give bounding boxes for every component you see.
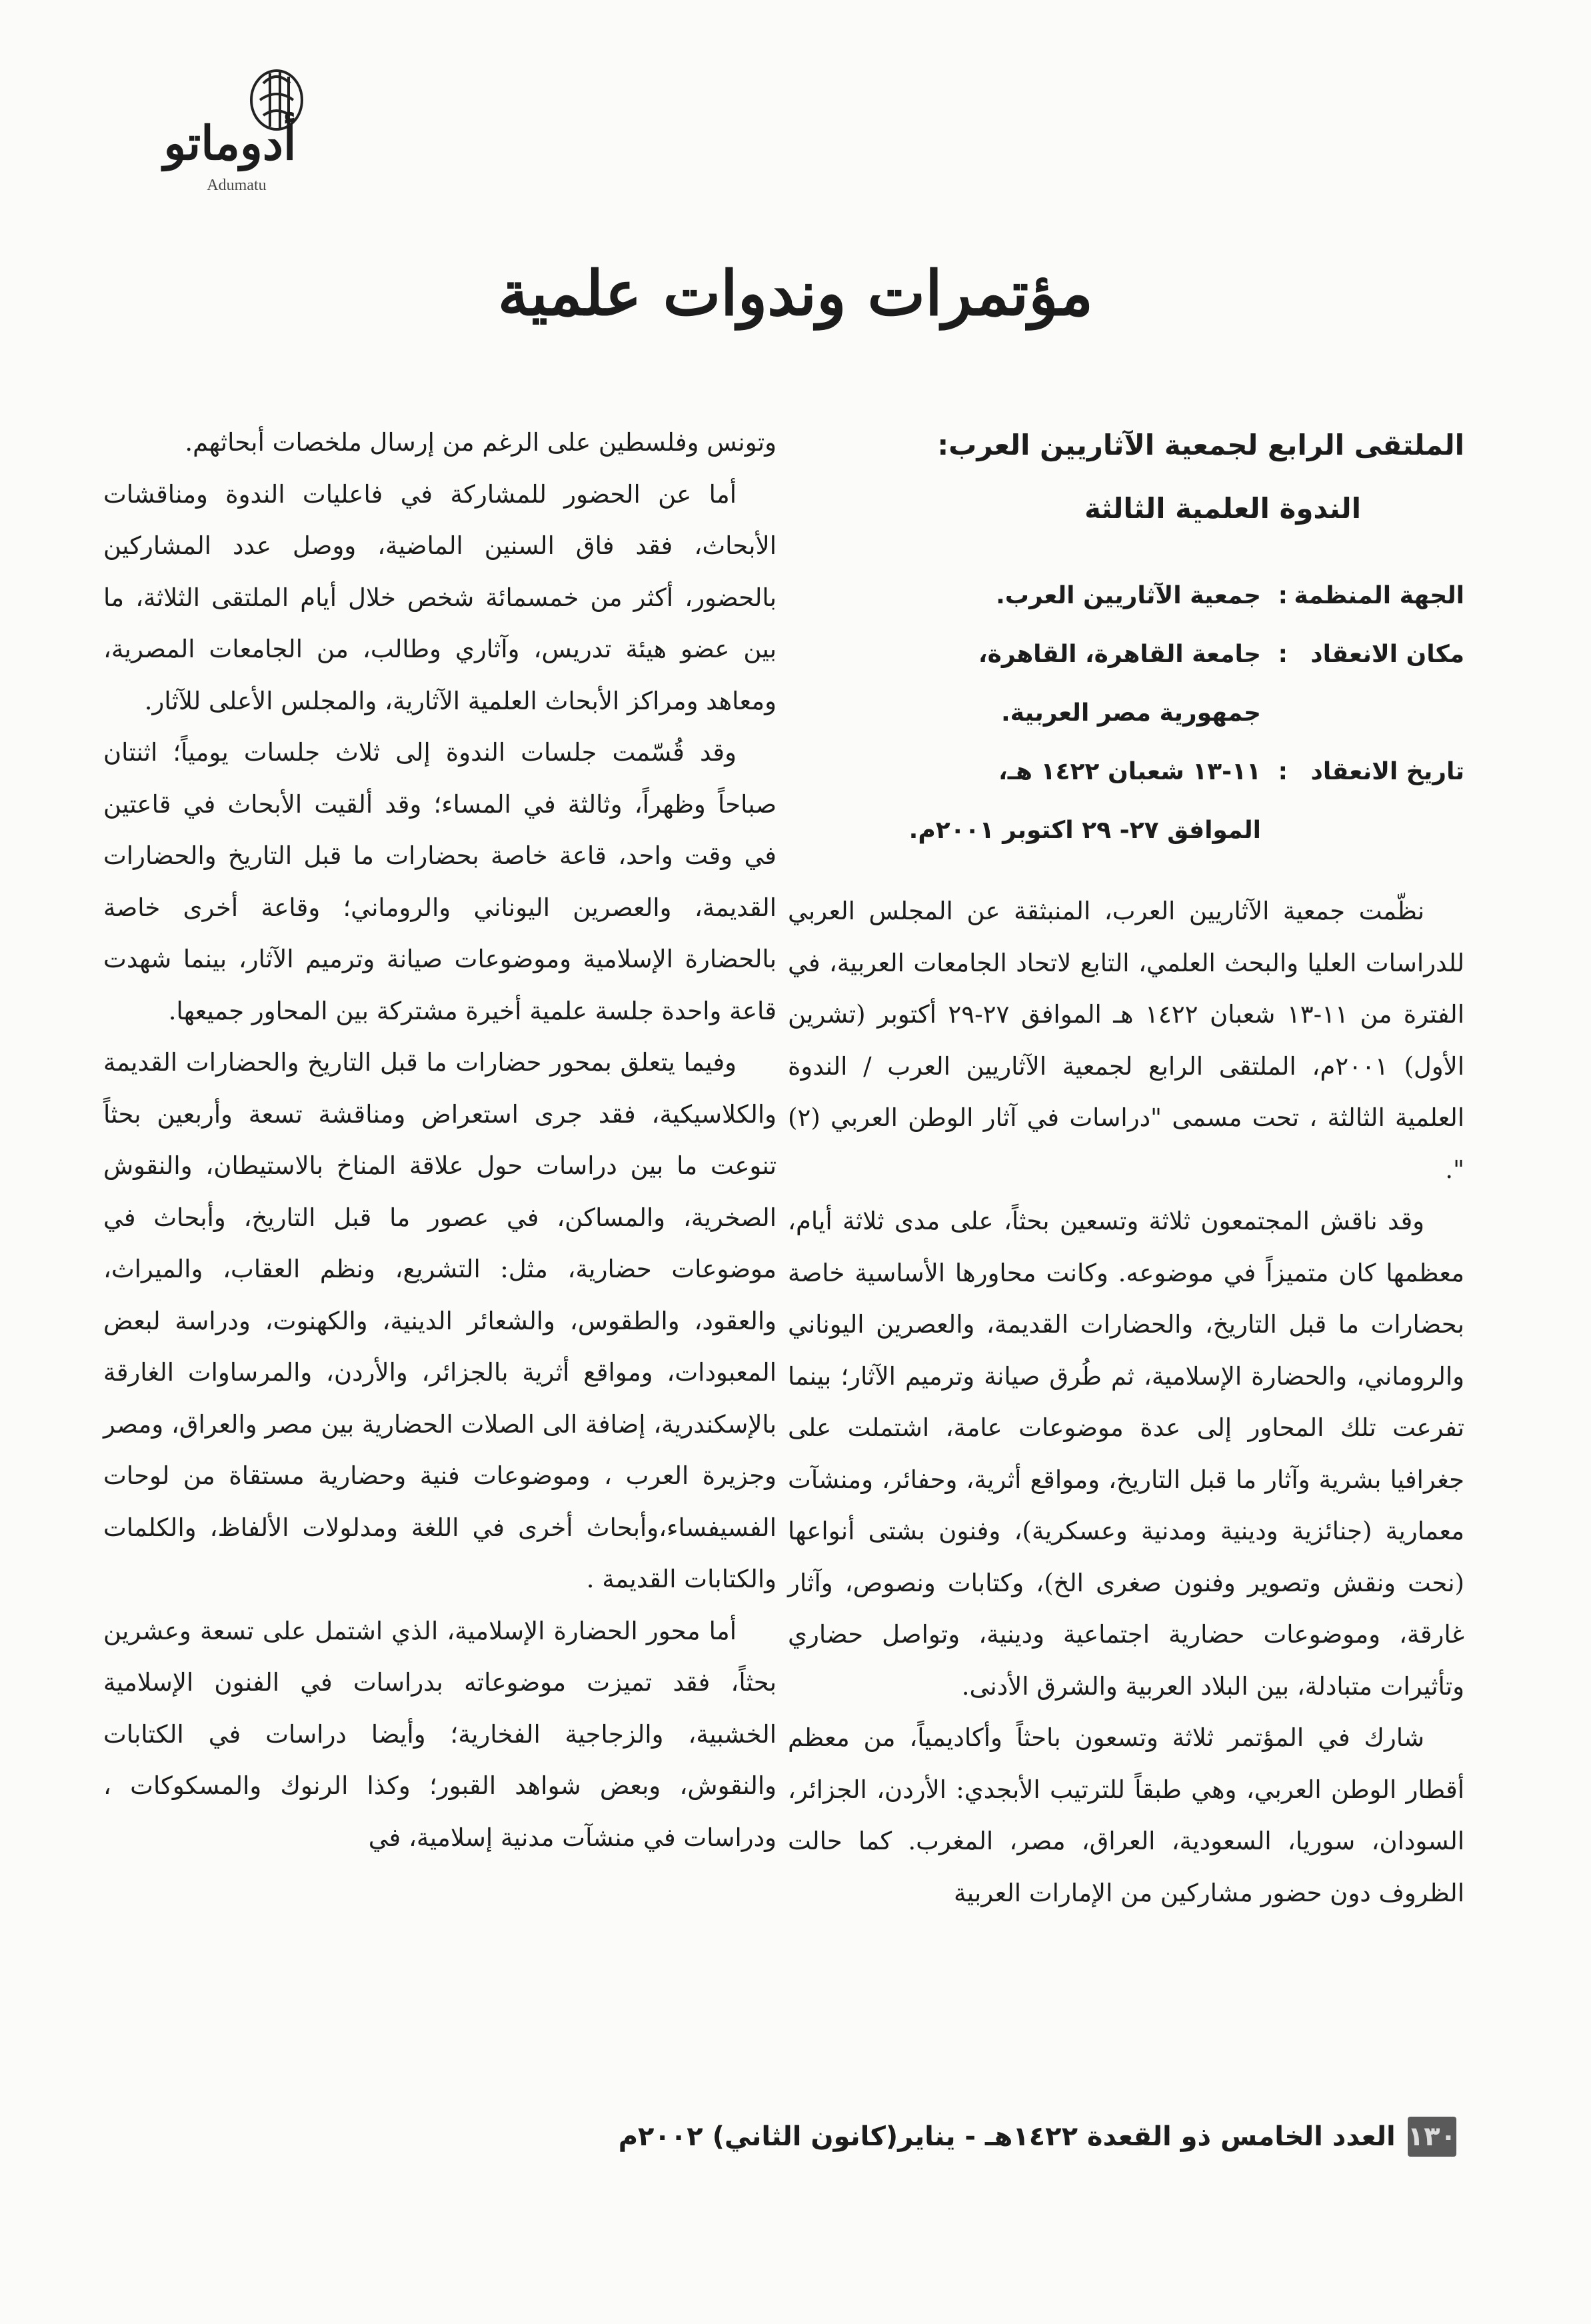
venue-label: مكان الانعقاد [1310,641,1464,668]
organizer-row [788,567,1464,625]
page-footer [618,2107,1456,2167]
journal-logo-latin: Adumatu [207,177,267,194]
colon: : [1278,641,1288,668]
paragraph: أما عن الحضور للمشاركة في فاعليات الندوة ومناقشات الأبحاث، فقد فاق السنين الماضية، ووصل عدد المشاركين بالحضور، أكثر من خمسمائة شخص خلال أيام الملتقى الثلاثة، ما بين عضو هيئة تدريس، وآثاري وطالب، من الجامعات المصرية، ومعاهد ومراكز الأبحاث العلمية الآثارية، والمجلس الأعلى للآثار. [103,479,777,715]
issue-info: العدد الخامس ذو القعدة ١٤٢٢هـ - يناير(كانون الثاني) ٢٠٠٢م [618,2121,1396,2152]
organizer-value: جمعية الآثاريين العرب. [996,582,1261,609]
paragraph: وقد قُسّمت جلسات الندوة إلى ثلاث جلسات يومياً؛ اثنتان صباحاً وظهراً، وثالثة في المساء؛ وقد ألقيت الأبحاث في قاعتين في وقت واحد، قاعة خاصة بحضارات ما قبل التاريخ والحضارات القديمة، والعصرين اليوناني والروماني؛ وقاعة أخرى خاصة بالحضارة الإسلامية وموضوعات صيانة وترميم الآثار، بينما شهدت قاعة واحدة جلسة علمية أخيرة مشتركة بين المحاور جميعها. [103,738,777,1025]
right-column [788,413,1464,1919]
paragraph: شارك في المؤتمر ثلاثة وتسعون باحثاً وأكاديمياً، من معظم أقطار الوطن العربي، وهي طبقاً للترتيب الأبجدي: الأردن، الجزائر، السودان، سوريا، السعودية، العراق، مصر، المغرب. كما حالت الظروف دون حضور مشاركين من الإمارات العربية [788,1723,1464,1907]
paragraph: وتونس وفلسطين على الرغم من إرسال ملخصات أبحاثهم. [185,428,777,457]
paragraph: نظّمت جمعية الآثاريين العرب، المنبثقة عن المجلس العربي للدراسات العليا والبحث العلمي، التابع لاتحاد الجامعات العربية، في الفترة من ١١-١٣ شعبان ١٤٢٢ هـ الموافق ٢٧-٢٩ أكتوبر (تشرين الأول) ٢٠٠١م، الملتقى الرابع لجمعية الآثاريين العرب / الندوة العلمية الثالثة ، تحت مسمى "دراسات في آثار الوطن العربي (٢) ". [788,897,1465,1184]
venue-value: جامعة القاهرة، القاهرة، [978,641,1261,668]
colon: : [1278,582,1288,609]
date-value-cont: الموافق ٢٧- ٢٩ اكتوبر ٢٠٠١م. [908,817,1261,844]
colon: : [1278,758,1288,785]
page-title: مؤتمرات وندوات علمية [497,257,1094,329]
venue-row [788,625,1464,684]
date-row [788,743,1464,801]
article-heading: الملتقى الرابع لجمعية الآثاريين العرب: [937,429,1464,461]
paragraph: وقد ناقش المجتمعون ثلاثة وتسعين بحثاً، على مدى ثلاثة أيام، معظمها كان متميزاً في موضوعه. وكانت محاورها الأساسية خاصة بحضارات ما قبل التاريخ، والحضارات القديمة، والعصرين اليوناني والروماني، والحضارة الإسلامية، ثم طُرق صيانة وترميم الآثار؛ بينما تفرعت تلك المحاور إلى عدة موضوعات عامة، اشتملت على جغرافيا بشرية وآثار ما قبل التاريخ، ومواقع أثرية، وحفائر، ومنشآت معمارية (جنائزية ودينية ومدنية وعسكرية)، وفنون بشتى أنواعها (نحت ونقش وتصوير وفنون صغرى الخ)، وكتابات ونصوص، وآثار غارقة، وموضوعات حضارية اجتماعية ودينية، وتواصل حضاري وتأثيرات متبادلة، بين البلاد العربية والشرق الأدنى. [788,1207,1464,1701]
article-subheading: الندوة العلمية الثالثة [1084,492,1361,525]
event-info [788,567,1464,860]
venue-value-cont: جمهورية مصر العربية. [1000,699,1261,727]
paragraph: أما محور الحضارة الإسلامية، الذي اشتمل على تسعة وعشرين بحثاً، فقد تميزت موضوعاته بدراسات في الفنون الإسلامية الخشبية، والزجاجية الفخارية؛ وأيضا دراسات في الكتابات والنقوش، وبعض شواهد القبور؛ وكذا الرنوك والمسكوكات ، ودراسات في منشآت مدنية إسلامية، في [103,1616,777,1852]
organizer-label: الجهة المنظمة [1294,582,1464,609]
date-value: ١١-١٣ شعبان ١٤٢٢ هـ، [998,758,1261,785]
paragraph: وفيما يتعلق بمحور حضارات ما قبل التاريخ والحضارات القديمة والكلاسيكية، فقد جرى استعراض ومناقشة تسعة وأربعين بحثاً تنوعت ما بين دراسات حول علاقة المناخ بالاستيطان، والنقوش الصخرية، والمساكن، في عصور ما قبل التاريخ، وأبحاث في موضوعات حضارية، مثل: التشريع، ونظم العقاب، والميراث، والعقود، والطقوس، والشعائر الدينية، والكهنوت، ودراسة لبعض المعبودات، ومواقع أثرية بالجزائر، والأردن، والمرساوات الغارقة بالإسكندرية، إضافة الى الصلات الحضارية بين مصر والعراق، ومصر وجزيرة العرب ، وموضوعات فنية وحضارية مستقاة من لوحات الفسيفساء،وأبحاث أخرى في اللغة ومدلولات الألفاظ، والكلمات والكتابات القديمة . [103,1048,777,1593]
journal-logo-arabic: أدوماتو [163,115,297,171]
page-number: ١٣٠ [1408,2117,1456,2157]
date-label: تاريخ الانعقاد [1310,758,1464,785]
left-column [103,417,777,1863]
